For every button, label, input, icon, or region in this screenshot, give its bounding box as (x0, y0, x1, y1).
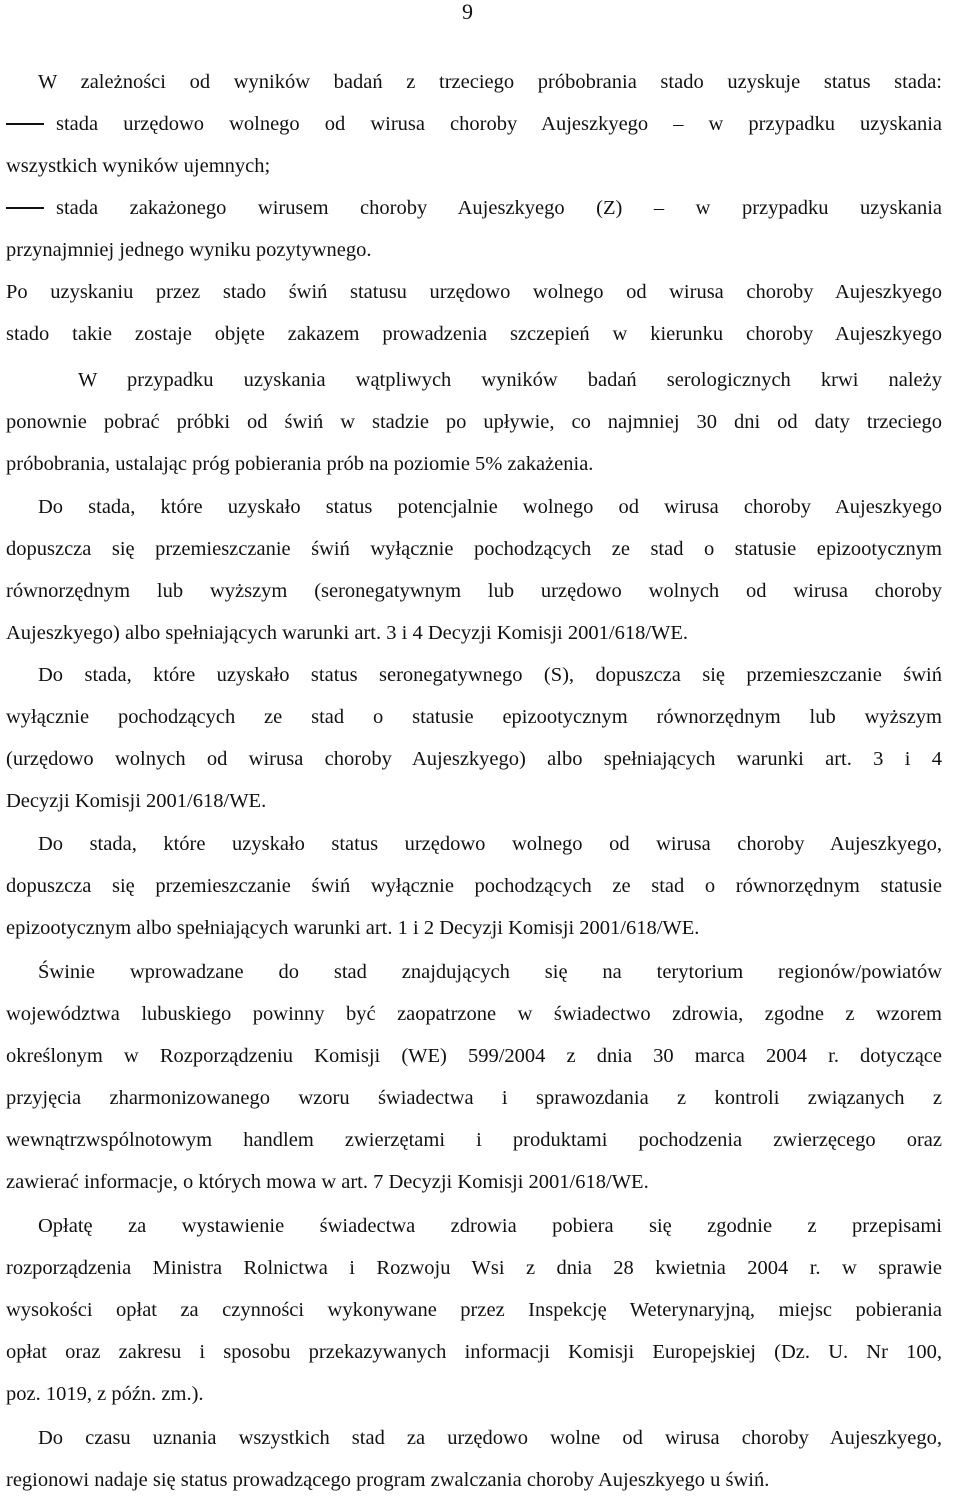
list-item-officially-free (6, 103, 942, 145)
paragraph-lubuskie-pigs (6, 951, 942, 1203)
paragraph-certificate-fee (6, 1205, 942, 1415)
text-line: (urzędowo wolnych od wirusa choroby Aujeszkyego) albo spełniających warunki art. 3 i 4 (6, 748, 942, 770)
list-item-infected (6, 187, 942, 229)
text-line: dopuszcza się przemieszczanie świń wyłącznie pochodzących ze stad o równorzędnym statusie (6, 875, 942, 897)
text-line: wszystkich wyników ujemnych; (6, 155, 271, 177)
text-line: Do stada, które uzyskało status urzędowo wolnego od wirusa choroby Aujeszkyego, (38, 833, 942, 855)
text-line: Do stada, które uzyskało status seronegatywnego (S), dopuszcza się przemieszczanie świń (38, 664, 942, 686)
text-line: stada urzędowo wolnego od wirusa choroby Aujeszkyego – w przypadku uzyskania (56, 113, 942, 135)
paragraph-officially-free (6, 823, 942, 949)
dash-bullet-icon (6, 123, 44, 125)
text-line: rozporządzenia Ministra Rolnictwa i Rozwoju Wsi z dnia 28 kwietnia 2004 r. w sprawie (6, 1257, 942, 1279)
text-line: opłat oraz zakresu i sposobu przekazywanych informacji Komisji Europejskiej (Dz. U. Nr 100, (6, 1341, 942, 1363)
text-line: poz. 1019, z późn. zm.). (6, 1383, 204, 1405)
text-line: zawierać informacje, o których mowa w art. 7 Decyzji Komisji 2001/618/WE. (6, 1171, 649, 1193)
text-line: regionowi nadaje się status prowadzącego program zwalczania choroby Aujeszkyego u świń. (6, 1469, 770, 1491)
text-line: stada zakażonego wirusem choroby Aujeszkyego (Z) – w przypadku uzyskania (56, 197, 942, 219)
text-line: W zależności od wyników badań z trzeciego próbobrania stado uzyskuje status stada: (38, 71, 942, 93)
paragraph-status-intro (6, 61, 942, 355)
text-line: Aujeszkyego) albo spełniających warunki art. 3 i 4 Decyzji Komisji 2001/618/WE. (6, 622, 689, 644)
text-line: stado takie zostaje objęte zakazem prowadzenia szczepień w kierunku choroby Aujeszkyego (6, 323, 942, 345)
paragraph-doubtful-results (6, 359, 942, 485)
text-line: Opłatę za wystawienie świadectwa zdrowia pobiera się zgodnie z przepisami (38, 1215, 942, 1237)
dash-bullet-icon (6, 207, 44, 209)
text-line: epizootycznym albo spełniających warunki art. 1 i 2 Decyzji Komisji 2001/618/WE. (6, 917, 700, 939)
paragraph-potentially-free (6, 486, 942, 654)
text-line: ponownie pobrać próbki od świń w stadzie po upływie, co najmniej 30 dni od daty trzeciego (6, 411, 942, 433)
text-line: Świnie wprowadzane do stad znajdujących się na terytorium regionów/powiatów (38, 961, 942, 983)
text-line: W przypadku uzyskania wątpliwych wyników badań serologicznych krwi należy (78, 369, 942, 391)
paragraph-seronegative (6, 654, 942, 822)
text-line: próbobrania, ustalając próg pobierania prób na poziomie 5% zakażenia. (6, 453, 594, 475)
text-line: równorzędnym lub wyższym (seronegatywnym lub urzędowo wolnych od wirusa choroby (6, 580, 942, 602)
text-line: Decyzji Komisji 2001/618/WE. (6, 790, 267, 812)
text-line: wyłącznie pochodzących ze stad o statusie epizootycznym równorzędnym lub wyższym (6, 706, 942, 728)
text-line: Do czasu uznania wszystkich stad za urzędowo wolne od wirusa choroby Aujeszkyego, (38, 1427, 942, 1449)
text-line: Do stada, które uzyskało status potencjalnie wolnego od wirusa choroby Aujeszkyego (38, 496, 942, 518)
text-line: Po uzyskaniu przez stado świń statusu urzędowo wolnego od wirusa choroby Aujeszkyego (6, 281, 942, 303)
text-line: dopuszcza się przemieszczanie świń wyłącznie pochodzących ze stad o statusie epizootycznym (6, 538, 942, 560)
text-line: określonym w Rozporządzeniu Komisji (WE) 599/2004 z dnia 30 marca 2004 r. dotyczące (6, 1045, 942, 1067)
text-line: przyjęcia zharmonizowanego wzoru świadectwa i sprawozdania z kontroli związanych z (6, 1087, 942, 1109)
page-number: 9 (462, 0, 473, 24)
text-line: przynajmniej jednego wyniku pozytywnego. (6, 239, 372, 261)
text-line: wysokości opłat za czynności wykonywane przez Inspekcję Weterynaryjną, miejsc pobierania (6, 1299, 942, 1321)
paragraph-region-status (6, 1417, 942, 1501)
text-line: województwa lubuskiego powinny być zaopatrzone w świadectwo zdrowia, zgodne z wzorem (6, 1003, 942, 1025)
text-line: wewnątrzwspólnotowym handlem zwierzętami i produktami pochodzenia zwierzęcego oraz (6, 1129, 942, 1151)
